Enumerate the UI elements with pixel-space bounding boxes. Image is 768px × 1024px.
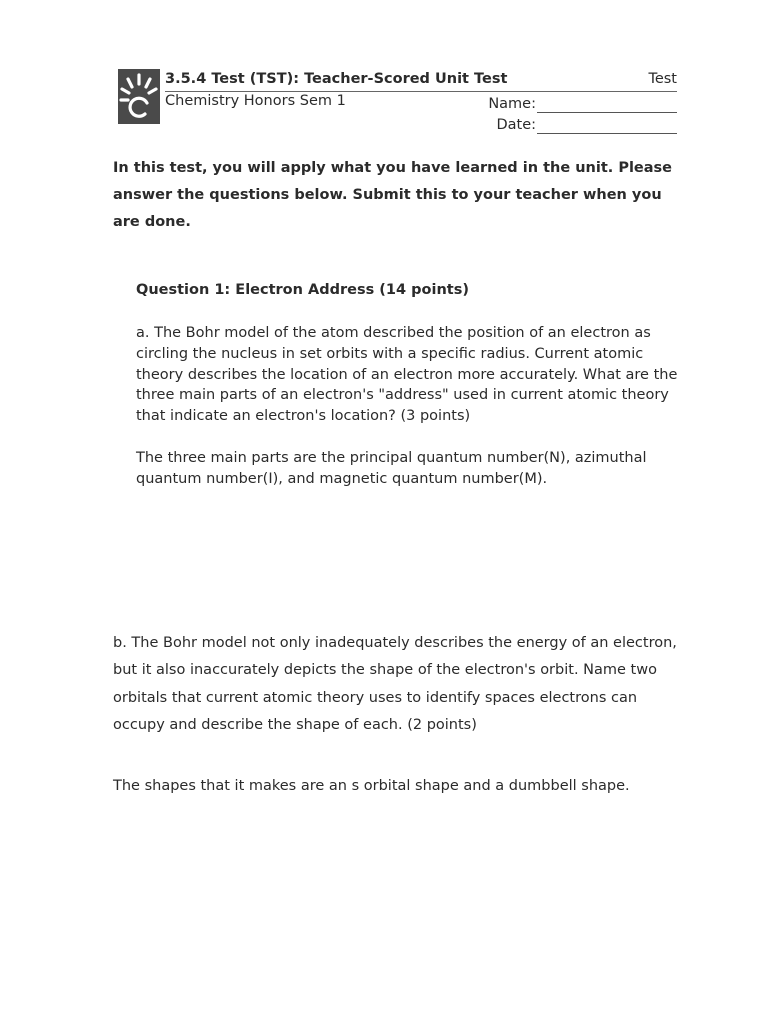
question-1b-answer[interactable]: The shapes that it makes are an s orbital shape and a dumbbell shape.: [113, 778, 630, 794]
page-title: 3.5.4 Test (TST): Teacher-Scored Unit Test: [165, 71, 508, 87]
document-type-label: Test: [648, 71, 677, 87]
question-1a-answer[interactable]: The three main parts are the principal quantum number(N), azimuthal quantum number(I), and magnetic quantum number(M).: [136, 450, 647, 487]
name-field-row: [488, 95, 677, 113]
question-1a-prompt: a. The Bohr model of the atom described the position of an electron as circling the nucleus in set orbits with a specific radius. Current atomic theory describes the location of an electron more accurately. What are the three main parts of an electron's "address" used in current atomic theory that indicate an electron's location? (3 points): [136, 325, 678, 425]
question-1b-prompt: b. The Bohr model not only inadequately describes the energy of an electron, but it also inaccurately depicts the shape of the electron's orbit. Name two orbitals that current atomic theory uses to identify spaces electrons can occupy and describe the shape of each. (2 points): [113, 635, 677, 734]
name-label: Name:: [488, 96, 536, 112]
name-field[interactable]: [537, 95, 677, 113]
test-instructions: In this test, you will apply what you have learned in the unit. Please answer the questions below. Submit this to your teacher when you are done.: [113, 160, 673, 230]
header-divider: [165, 91, 677, 92]
date-field[interactable]: [537, 116, 677, 134]
date-label: Date:: [496, 117, 536, 133]
sun-bulb-logo-icon: [118, 69, 160, 124]
date-field-row: [496, 116, 677, 134]
question-1-title: Question 1: Electron Address (14 points): [136, 282, 469, 298]
course-name: Chemistry Honors Sem 1: [165, 93, 346, 109]
